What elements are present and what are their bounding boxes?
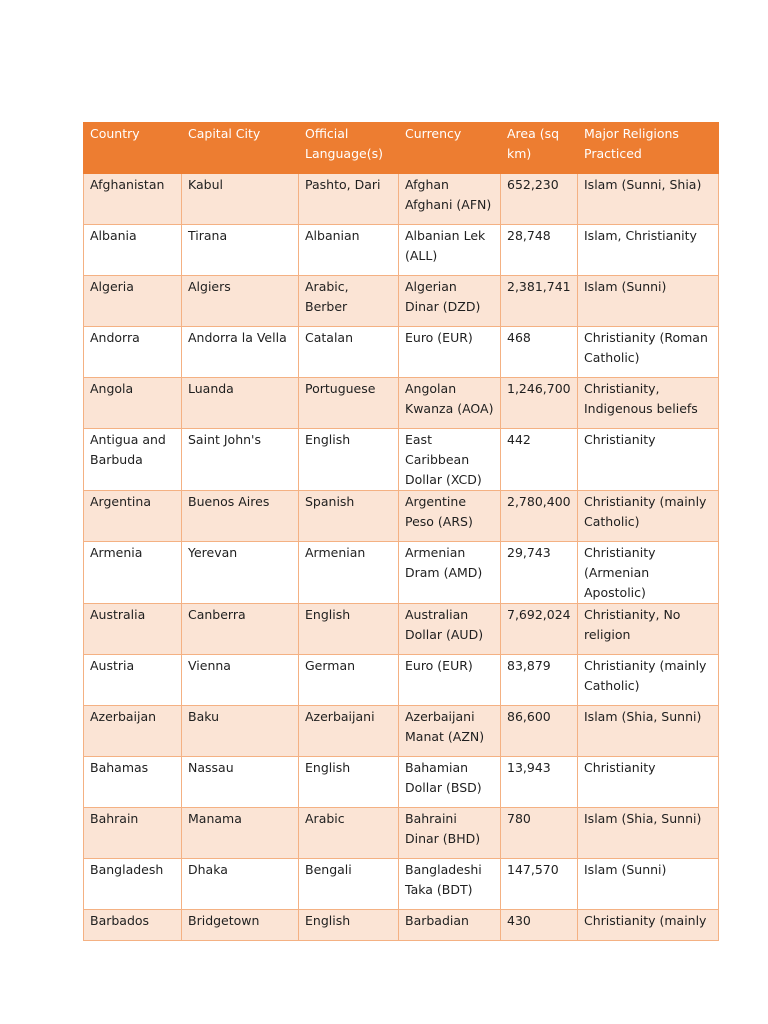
- cell-currency: Barbadian: [399, 910, 501, 941]
- cell-capital-city: Baku: [182, 706, 299, 757]
- cell-official-languages: Bengali: [299, 859, 399, 910]
- cell-major-religions: Christianity: [578, 429, 719, 491]
- cell-area: 86,600: [501, 706, 578, 757]
- cell-country: Andorra: [84, 327, 182, 378]
- cell-area: 28,748: [501, 225, 578, 276]
- cell-official-languages: Albanian: [299, 225, 399, 276]
- cell-capital-city: Dhaka: [182, 859, 299, 910]
- cell-currency: Euro (EUR): [399, 655, 501, 706]
- table-row: [84, 225, 719, 276]
- cell-official-languages: Arabic: [299, 808, 399, 859]
- cell-official-languages: Armenian: [299, 542, 399, 604]
- cell-capital-city: Buenos Aires: [182, 491, 299, 542]
- cell-country: Bangladesh: [84, 859, 182, 910]
- cell-capital-city: Luanda: [182, 378, 299, 429]
- cell-currency: Australian Dollar (AUD): [399, 604, 501, 655]
- cell-area: 652,230: [501, 174, 578, 225]
- cell-country: Bahamas: [84, 757, 182, 808]
- cell-area: 83,879: [501, 655, 578, 706]
- cell-area: 430: [501, 910, 578, 941]
- cell-capital-city: Yerevan: [182, 542, 299, 604]
- cell-capital-city: Tirana: [182, 225, 299, 276]
- table-row: [84, 276, 719, 327]
- cell-area: 442: [501, 429, 578, 491]
- table-row: [84, 604, 719, 655]
- cell-currency: Angolan Kwanza (AOA): [399, 378, 501, 429]
- cell-major-religions: Christianity, Indigenous beliefs: [578, 378, 719, 429]
- cell-major-religions: Islam (Sunni, Shia): [578, 174, 719, 225]
- cell-country: Australia: [84, 604, 182, 655]
- cell-country: Antigua and Barbuda: [84, 429, 182, 491]
- cell-capital-city: Algiers: [182, 276, 299, 327]
- cell-official-languages: German: [299, 655, 399, 706]
- table-row: [84, 491, 719, 542]
- cell-country: Azerbaijan: [84, 706, 182, 757]
- cell-country: Argentina: [84, 491, 182, 542]
- header-capital-city: Capital City: [182, 123, 299, 174]
- header-currency: Currency: [399, 123, 501, 174]
- cell-capital-city: Canberra: [182, 604, 299, 655]
- cell-area: 13,943: [501, 757, 578, 808]
- cell-official-languages: English: [299, 429, 399, 491]
- table-row: [84, 378, 719, 429]
- table-header-row: [84, 123, 719, 174]
- cell-major-religions: Christianity: [578, 757, 719, 808]
- cell-country: Armenia: [84, 542, 182, 604]
- cell-currency: East Caribbean Dollar (XCD): [399, 429, 501, 491]
- cell-country: Barbados: [84, 910, 182, 941]
- cell-capital-city: Manama: [182, 808, 299, 859]
- cell-official-languages: English: [299, 757, 399, 808]
- cell-capital-city: Nassau: [182, 757, 299, 808]
- cell-major-religions: Christianity (mainly Catholic): [578, 655, 719, 706]
- cell-country: Austria: [84, 655, 182, 706]
- cell-official-languages: Azerbaijani: [299, 706, 399, 757]
- table-row: [84, 808, 719, 859]
- cell-official-languages: Portuguese: [299, 378, 399, 429]
- table-header: [84, 123, 719, 174]
- cell-major-religions: Christianity, No religion: [578, 604, 719, 655]
- cell-country: Angola: [84, 378, 182, 429]
- cell-currency: Argentine Peso (ARS): [399, 491, 501, 542]
- table-row: [84, 706, 719, 757]
- cell-major-religions: Christianity (Armenian Apostolic): [578, 542, 719, 604]
- cell-currency: Algerian Dinar (DZD): [399, 276, 501, 327]
- cell-area: 147,570: [501, 859, 578, 910]
- cell-capital-city: Kabul: [182, 174, 299, 225]
- cell-currency: Bangladeshi Taka (BDT): [399, 859, 501, 910]
- cell-country: Albania: [84, 225, 182, 276]
- table-row: [84, 327, 719, 378]
- cell-currency: Bahraini Dinar (BHD): [399, 808, 501, 859]
- cell-currency: Afghan Afghani (AFN): [399, 174, 501, 225]
- cell-area: 1,246,700: [501, 378, 578, 429]
- header-area: Area (sq km): [501, 123, 578, 174]
- cell-currency: Azerbaijani Manat (AZN): [399, 706, 501, 757]
- header-country: Country: [84, 123, 182, 174]
- cell-country: Afghanistan: [84, 174, 182, 225]
- header-major-religions: Major Religions Practiced: [578, 123, 719, 174]
- cell-official-languages: Arabic, Berber: [299, 276, 399, 327]
- cell-official-languages: Spanish: [299, 491, 399, 542]
- cell-official-languages: Catalan: [299, 327, 399, 378]
- cell-currency: Bahamian Dollar (BSD): [399, 757, 501, 808]
- cell-major-religions: Christianity (Roman Catholic): [578, 327, 719, 378]
- cell-capital-city: Andorra la Vella: [182, 327, 299, 378]
- table-row: [84, 757, 719, 808]
- table-body: [84, 174, 719, 941]
- table-row: [84, 910, 719, 941]
- cell-area: 7,692,024: [501, 604, 578, 655]
- cell-major-religions: Islam, Christianity: [578, 225, 719, 276]
- cell-major-religions: Christianity (mainly Catholic): [578, 491, 719, 542]
- cell-currency: Armenian Dram (AMD): [399, 542, 501, 604]
- table-row: [84, 655, 719, 706]
- cell-major-religions: Islam (Shia, Sunni): [578, 808, 719, 859]
- cell-area: 468: [501, 327, 578, 378]
- cell-major-religions: Islam (Shia, Sunni): [578, 706, 719, 757]
- cell-area: 2,381,741: [501, 276, 578, 327]
- table-row: [84, 859, 719, 910]
- table-row: [84, 174, 719, 225]
- cell-major-religions: Islam (Sunni): [578, 859, 719, 910]
- cell-area: 2,780,400: [501, 491, 578, 542]
- cell-country: Algeria: [84, 276, 182, 327]
- cell-capital-city: Vienna: [182, 655, 299, 706]
- cell-official-languages: Pashto, Dari: [299, 174, 399, 225]
- header-official-languages: Official Language(s): [299, 123, 399, 174]
- cell-official-languages: English: [299, 604, 399, 655]
- table-row: [84, 429, 719, 491]
- cell-area: 780: [501, 808, 578, 859]
- table-row: [84, 542, 719, 604]
- cell-capital-city: Saint John's: [182, 429, 299, 491]
- countries-table: [83, 122, 719, 941]
- cell-major-religions: Islam (Sunni): [578, 276, 719, 327]
- cell-capital-city: Bridgetown: [182, 910, 299, 941]
- cell-currency: Albanian Lek (ALL): [399, 225, 501, 276]
- cell-currency: Euro (EUR): [399, 327, 501, 378]
- cell-area: 29,743: [501, 542, 578, 604]
- cell-major-religions: Christianity (mainly: [578, 910, 719, 941]
- cell-country: Bahrain: [84, 808, 182, 859]
- cell-official-languages: English: [299, 910, 399, 941]
